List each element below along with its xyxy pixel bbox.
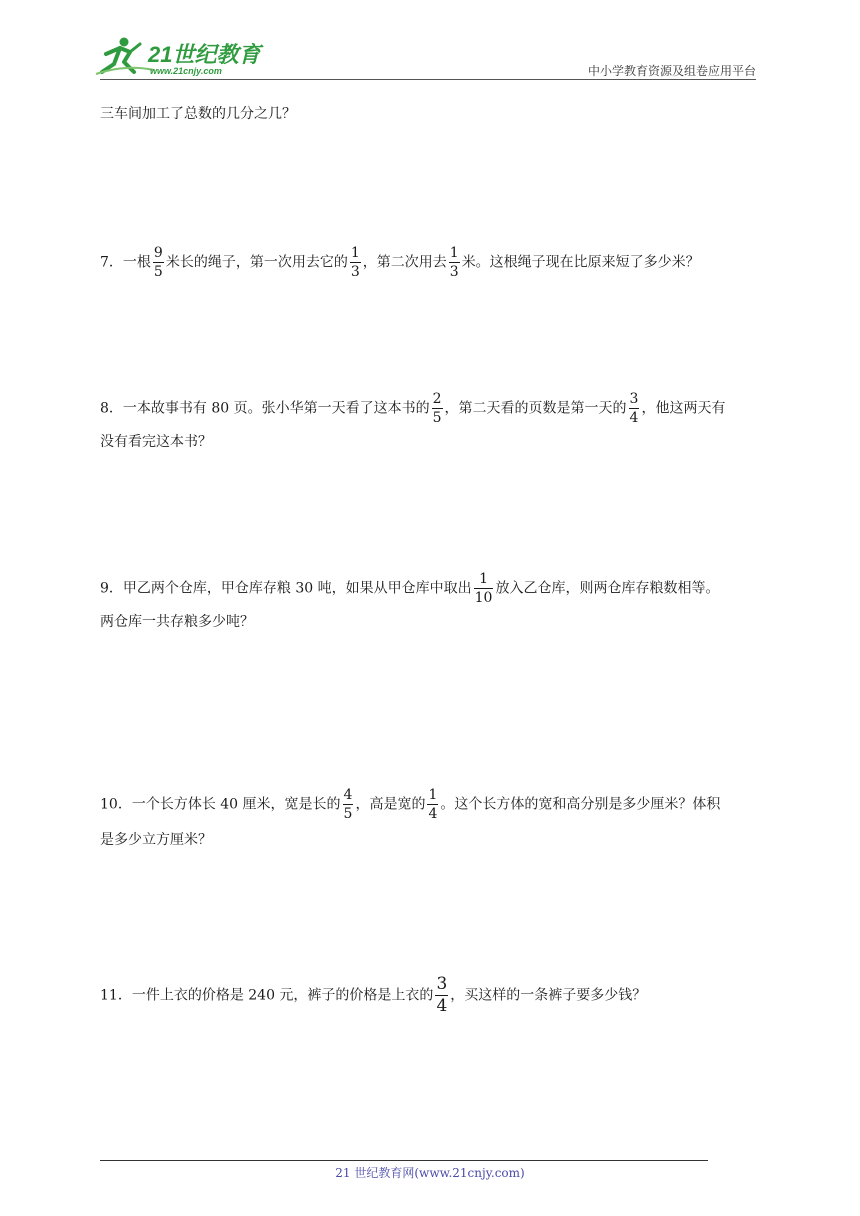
question-8-line-2: 没有看完这本书？ xyxy=(100,434,212,450)
fraction: $\frac{1}{10}$ xyxy=(474,571,493,606)
site-logo xyxy=(94,34,264,78)
fraction: $\frac{3}{4}$ xyxy=(629,391,639,426)
question-10-line-2: 是多少立方厘米？ xyxy=(100,832,212,848)
fraction: $\frac{3}{4}$ xyxy=(436,974,448,1016)
logo-text: 21世纪教育 xyxy=(148,42,261,67)
header-platform-title: 中小学教育资源及组卷应用平台 xyxy=(587,64,756,78)
runner-icon xyxy=(96,38,154,75)
question-7: 7．一根 $\frac{9}{5}$ 米长的绳子，第一次用去它的 $\frac{1}{3}$ ，第二次用去 $\frac{1}{3}$ 米。这根绳子现在比原来短了多少米？ xyxy=(100,245,700,280)
question-6-continuation: 三车间加工了总数的几分之几？ xyxy=(100,106,296,122)
question-11: 11．一件上衣的价格是 240 元，裤子的价格是上衣的 $\frac{3}{4}$ ，买这样的一条裤子要多少钱？ xyxy=(100,974,647,1016)
footer-source: 21 世纪教育网(www.21cnjy.com) xyxy=(335,1166,525,1180)
question-10: 10．一个长方体长 40 厘米，宽是长的 $\frac{4}{5}$ ，高是宽的 $\frac{1}{4}$ 。这个长方体的宽和高分别是多少厘米？体积 xyxy=(100,787,721,822)
footer-divider xyxy=(100,1160,708,1161)
question-8: 8．一本故事书有 80 页。张小华第一天看了这本书的 $\frac{2}{5}$ ，第二天看的页数是第一天的 $\frac{3}{4}$ ，他这两天有 xyxy=(100,391,726,426)
question-9-line-2: 两仓库一共存粮多少吨？ xyxy=(100,614,254,630)
logo-url: www.21cnjy.com xyxy=(150,66,222,76)
fraction: $\frac{2}{5}$ xyxy=(432,391,442,426)
question-9: 9．甲乙两个仓库，甲仓库存粮 30 吨，如果从甲仓库中取出 $\frac{1}{10}$ 放入乙仓库，则两仓库存粮数相等。 xyxy=(100,571,720,606)
fraction: $\frac{1}{3}$ xyxy=(350,245,360,280)
fraction: $\frac{1}{4}$ xyxy=(428,787,438,822)
fraction: $\frac{9}{5}$ xyxy=(153,245,163,280)
header-divider xyxy=(100,79,756,80)
fraction: $\frac{1}{3}$ xyxy=(449,245,459,280)
fraction: $\frac{4}{5}$ xyxy=(343,787,353,822)
